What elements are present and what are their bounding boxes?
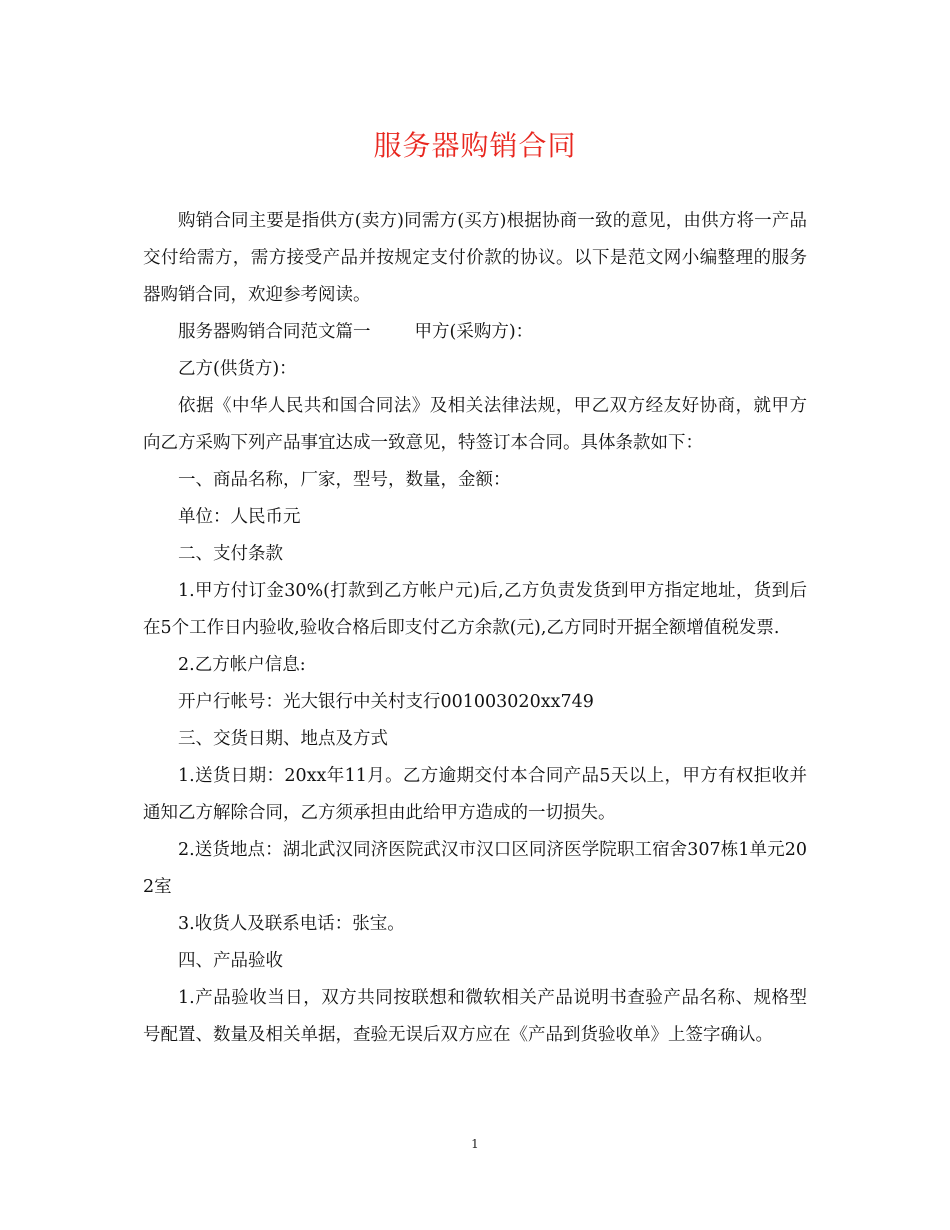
clause2-title: 二、支付条款 [178, 544, 283, 564]
clause1-unit: 单位：人民币元 [178, 507, 301, 527]
clause2-item2: 2.乙方帐户信息: [178, 655, 306, 675]
document-title: 服务器购销合同 [373, 129, 577, 162]
preamble-paragraph: 依据《中华人民共和国合同法》及相关法律法规，甲乙双方经友好协商，就甲方向乙方采购下列产品事宜达成一致意见，特签订本合同。具体条款如下： [143, 396, 807, 453]
intro-paragraph: 购销合同主要是指供方(卖方)同需方(买方)根据协商一致的意见，由供方将一产品交付给需方，需方接受产品并按规定支付价款的协议。以下是范文网小编整理的服务器购销合同，欢迎参考阅读。 [143, 211, 807, 305]
clause3-title: 三、交货日期、地点及方式 [178, 729, 388, 749]
page-number: 1 [471, 1137, 479, 1151]
clause3-item1: 1.送货日期：20xx年11月。乙方逾期交付本合同产品5天以上，甲方有权拒收并通知乙方解除合同，乙方须承担由此给甲方造成的一切损失。 [143, 766, 807, 823]
clause1-title: 一、商品名称，厂家，型号，数量，金额： [178, 470, 511, 490]
clause4-item1: 1.产品验收当日，双方共同按联想和微软相关产品说明书查验产品名称、规格型号配置、数量及相关单据，查验无误后双方应在《产品到货验收单》上签字确认。 [143, 988, 807, 1045]
clause2-item1: 1.甲方付订金30%(打款到乙方帐户元)后,乙方负责发货到甲方指定地址，货到后在5个工作日内验收,验收合格后即支付乙方余款(元),乙方同时开据全额增值税发票. [143, 581, 807, 638]
party-a-label: 甲方(采购方)： [414, 322, 534, 342]
clause3-item3: 3.收货人及联系电话：张宝。 [178, 914, 405, 934]
party-b-label: 乙方(供货方)： [178, 359, 297, 379]
clause2-bank-account: 开户行帐号：光大银行中关村支行001003020xx749 [178, 692, 594, 712]
clause3-item2: 2.送货地点：湖北武汉同济医院武汉市汉口区同济医学院职工宿舍307栋1单元202室 [143, 840, 807, 897]
clause4-title: 四、产品验收 [178, 951, 283, 971]
section-heading-line [143, 314, 807, 351]
document-body [143, 203, 807, 1054]
section-heading: 服务器购销合同范文篇一 [178, 322, 371, 342]
